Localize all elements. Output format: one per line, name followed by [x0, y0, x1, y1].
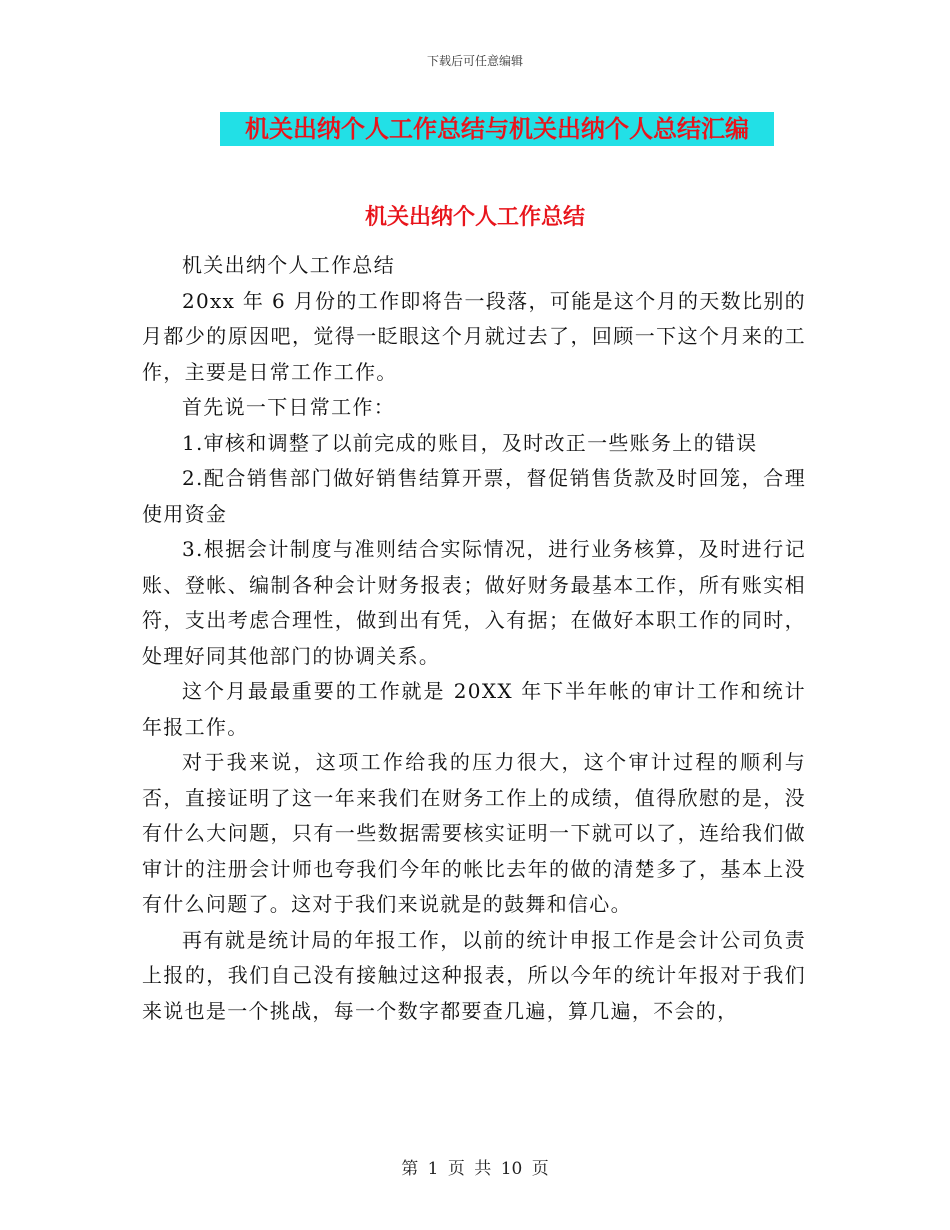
paragraph: 2.配合销售部门做好销售结算开票，督促销售货款及时回笼，合理使用资金	[142, 466, 806, 526]
page-footer: 第 1 页 共 10 页	[401, 1159, 549, 1179]
paragraph: 20xx 年 6 月份的工作即将告一段落，可能是这个月的天数比别的月都少的原因吧，觉得一眨眼这个月就过去了，回顾一下这个月来的工作，主要是日常工作工作。	[142, 288, 806, 384]
paragraph: 3.根据会计制度与准则结合实际情况，进行业务核算，及时进行记账、登帐、编制各种会计财务报表；做好财务最基本工作，所有账实相符，支出考虑合理性，做到出有凭，入有据；在做好本职工作的同时，处理好同其他部门的协调关系。	[142, 537, 806, 668]
section-title: 机关出纳个人工作总结	[364, 205, 585, 230]
document-title: 机关出纳个人工作总结与机关出纳个人总结汇编	[220, 112, 774, 146]
header-note: 下载后可任意编辑	[426, 54, 523, 68]
paragraph: 再有就是统计局的年报工作，以前的统计申报工作是会计公司负责上报的，我们自己没有接触过这种报表，所以今年的统计年报对于我们来说也是一个挑战，每一个数字都要查几遍，算几遍，不会的，	[142, 927, 806, 1023]
paragraph: 机关出纳个人工作总结	[182, 253, 395, 277]
paragraph: 首先说一下日常工作：	[182, 395, 395, 419]
document-body	[142, 248, 806, 1029]
paragraph: 1.审核和调整了以前完成的账目，及时改正一些账务上的错误	[182, 430, 758, 455]
paragraph: 对于我来说，这项工作给我的压力很大，这个审计过程的顺利与否，直接证明了这一年来我们在财务工作上的成绩，值得欣慰的是，没有什么大问题，只有一些数据需要核实证明一下就可以了，连给我们做审计的注册会计师也夸我们今年的帐比去年的做的清楚多了，基本上没有什么问题了。这对于我们来说就是的鼓舞和信心。	[142, 750, 806, 916]
paragraph: 这个月最最重要的工作就是 20XX 年下半年帐的审计工作和统计年报工作。	[142, 679, 806, 739]
